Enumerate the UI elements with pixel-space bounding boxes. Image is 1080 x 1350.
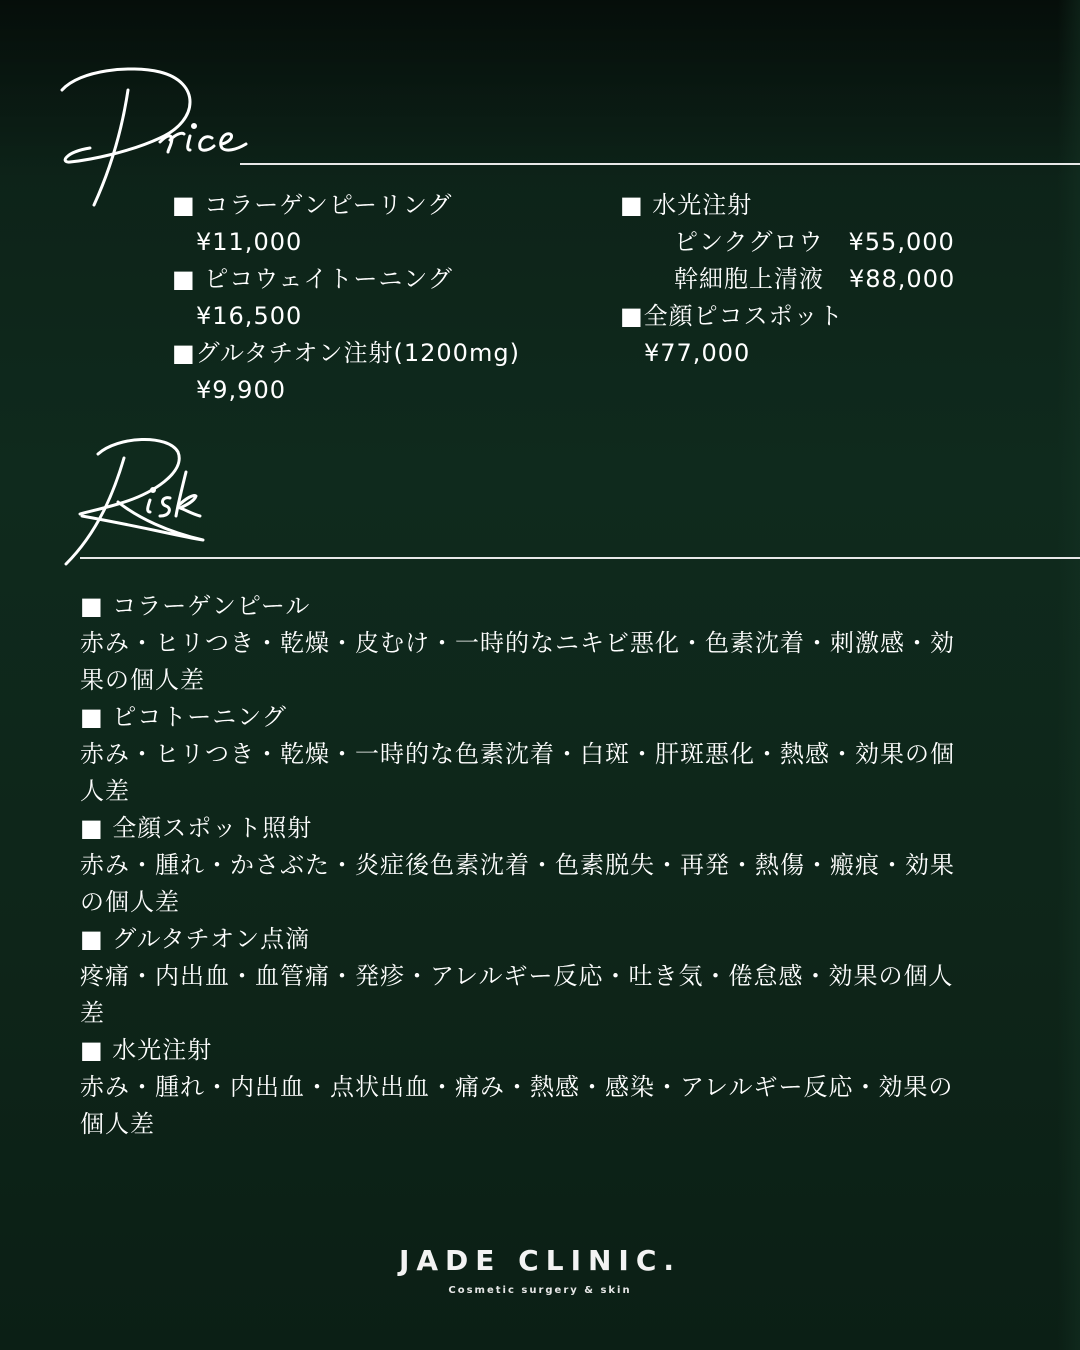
risk-item — [80, 1032, 1030, 1143]
risk-item-heading: ■ コラーゲンピール — [80, 592, 311, 620]
price-item-price: ¥9,900 — [196, 376, 286, 404]
risk-desc-line: 赤み・ヒリつき・乾燥・皮むけ・一時的なニキビ悪化・色素沈着・刺激感・効 — [80, 629, 955, 657]
brand-logo — [0, 1244, 1080, 1296]
price-item-name: ■ 水光注射 — [620, 191, 753, 219]
risk-desc-line: 個人差 — [80, 1110, 155, 1138]
risk-divider — [80, 557, 1080, 559]
price-item-name: ■ ピコウェイトーニング — [172, 265, 453, 293]
risk-item-heading: ■ 全顔スポット照射 — [80, 814, 313, 842]
risk-item-description — [80, 736, 1030, 810]
risk-item-description — [80, 847, 1030, 921]
risk-item-heading: ■ ピコトーニング — [80, 703, 287, 731]
risk-desc-line: 差 — [80, 999, 105, 1027]
price-item-price: ¥16,500 — [196, 302, 303, 330]
price-item-price: ¥77,000 — [644, 339, 751, 367]
price-left-column — [172, 187, 520, 409]
risk-item-description — [80, 958, 1030, 1032]
price-sub-item: 幹細胞上清液 ¥88,000 — [674, 265, 956, 293]
risk-desc-line: 人差 — [80, 777, 130, 805]
risk-item-description — [80, 1069, 1030, 1143]
risk-list — [80, 588, 1030, 1143]
risk-item — [80, 588, 1030, 699]
price-divider — [240, 163, 1080, 165]
price-item-price: ¥11,000 — [196, 228, 303, 256]
brand-name: JADE CLINIC. — [398, 1244, 682, 1277]
price-sub-item: ピンクグロウ ¥55,000 — [674, 228, 955, 256]
risk-desc-line: の個人差 — [80, 888, 180, 916]
risk-desc-line: 赤み・腫れ・かさぶた・炎症後色素沈着・色素脱失・再発・熱傷・瘢痕・効果 — [80, 851, 955, 879]
risk-desc-line: 赤み・腫れ・内出血・点状出血・痛み・熱感・感染・アレルギー反応・効果の — [80, 1073, 954, 1101]
risk-desc-line: 疼痛・内出血・血管痛・発疹・アレルギー反応・吐き気・倦怠感・効果の個人 — [80, 962, 954, 990]
risk-item-heading: ■ グルタチオン点滴 — [80, 925, 311, 953]
risk-desc-line: 果の個人差 — [80, 666, 205, 694]
price-item-name: ■全顔ピコスポット — [620, 302, 844, 330]
risk-desc-line: 赤み・ヒリつき・乾燥・一時的な色素沈着・白斑・肝斑悪化・熱感・効果の個 — [80, 740, 955, 768]
risk-item-heading: ■ 水光注射 — [80, 1036, 213, 1064]
price-right-column — [620, 187, 955, 372]
risk-item — [80, 810, 1030, 921]
price-item-name: ■グルタチオン注射(1200mg) — [172, 339, 520, 367]
right-edge-shade — [1058, 0, 1080, 1350]
price-item-name: ■ コラーゲンピーリング — [172, 191, 453, 219]
risk-item-description — [80, 625, 1030, 699]
risk-item — [80, 699, 1030, 810]
brand-tagline: Cosmetic surgery & skin — [448, 1285, 632, 1296]
risk-item — [80, 921, 1030, 1032]
risk-script-title — [58, 432, 228, 572]
